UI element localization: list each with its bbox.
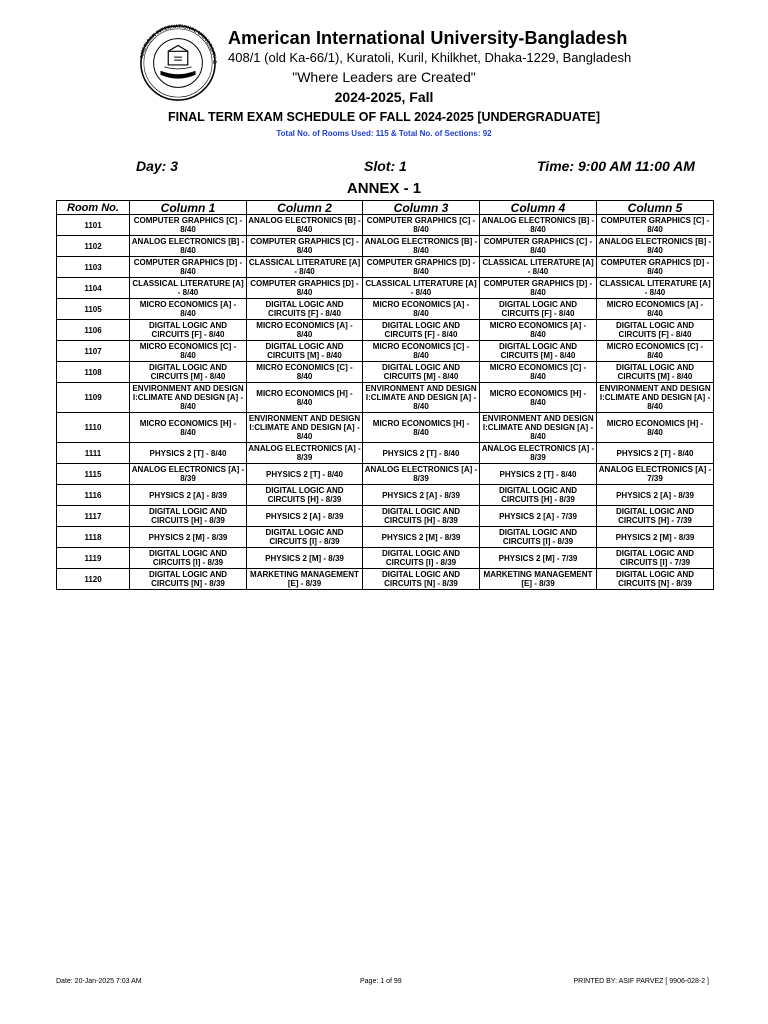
- exam-course-cell: MICRO ECONOMICS [A] - 8/40: [247, 320, 363, 341]
- room-number-cell: 1120: [57, 569, 130, 590]
- room-number-cell: 1118: [57, 527, 130, 548]
- exam-course-cell: ENVIRONMENT AND DESIGN I:CLIMATE AND DESIGN [A] - 8/40: [247, 413, 363, 443]
- exam-course-cell: COMPUTER GRAPHICS [C] - 8/40: [130, 215, 247, 236]
- exam-course-cell: PHYSICS 2 [T] - 8/40: [597, 443, 714, 464]
- exam-course-cell: DIGITAL LOGIC AND CIRCUITS [I] - 8/39: [247, 527, 363, 548]
- exam-course-cell: MICRO ECONOMICS [C] - 8/40: [597, 341, 714, 362]
- exam-course-cell: MICRO ECONOMICS [H] - 8/40: [597, 413, 714, 443]
- table-row: [57, 341, 714, 362]
- exam-course-cell: DIGITAL LOGIC AND CIRCUITS [F] - 8/40: [247, 299, 363, 320]
- exam-course-cell: MICRO ECONOMICS [C] - 8/40: [363, 341, 480, 362]
- room-number-cell: 1117: [57, 506, 130, 527]
- exam-course-cell: DIGITAL LOGIC AND CIRCUITS [F] - 8/40: [130, 320, 247, 341]
- exam-course-cell: DIGITAL LOGIC AND CIRCUITS [I] - 8/39: [130, 548, 247, 569]
- table-row: [57, 383, 714, 413]
- university-address: 408/1 (old Ka-66/1), Kuratoli, Kuril, Khilkhet, Dhaka-1229, Bangladesh: [228, 50, 632, 65]
- svg-text:AMERICAN INTERNATIONAL UNIVERS: AMERICAN INTERNATIONAL UNIVERSITY-B: [139, 24, 217, 65]
- exam-course-cell: PHYSICS 2 [M] - 8/39: [130, 527, 247, 548]
- room-no-header: Room No.: [57, 201, 130, 215]
- exam-schedule-table: [56, 200, 714, 590]
- exam-course-cell: ANALOG ELECTRONICS [B] - 8/40: [130, 236, 247, 257]
- exam-course-cell: PHYSICS 2 [T] - 8/40: [363, 443, 480, 464]
- room-number-cell: 1111: [57, 443, 130, 464]
- exam-course-cell: DIGITAL LOGIC AND CIRCUITS [F] - 8/40: [480, 299, 597, 320]
- exam-course-cell: DIGITAL LOGIC AND CIRCUITS [H] - 8/39: [363, 506, 480, 527]
- exam-course-cell: MICRO ECONOMICS [A] - 8/40: [363, 299, 480, 320]
- table-row: [57, 569, 714, 590]
- column-header: Column 3: [363, 201, 480, 215]
- exam-course-cell: COMPUTER GRAPHICS [D] - 8/40: [480, 278, 597, 299]
- exam-course-cell: DIGITAL LOGIC AND CIRCUITS [I] - 8/39: [480, 527, 597, 548]
- exam-course-cell: COMPUTER GRAPHICS [C] - 8/40: [363, 215, 480, 236]
- exam-course-cell: MICRO ECONOMICS [H] - 8/40: [130, 413, 247, 443]
- table-row: [57, 443, 714, 464]
- table-row: [57, 215, 714, 236]
- table-row: [57, 464, 714, 485]
- exam-course-cell: CLASSICAL LITERATURE [A] - 8/40: [363, 278, 480, 299]
- exam-course-cell: ANALOG ELECTRONICS [A] - 8/39: [130, 464, 247, 485]
- table-row: [57, 548, 714, 569]
- exam-course-cell: DIGITAL LOGIC AND CIRCUITS [N] - 8/39: [363, 569, 480, 590]
- exam-course-cell: MARKETING MANAGEMENT [E] - 8/39: [247, 569, 363, 590]
- exam-course-cell: MICRO ECONOMICS [H] - 8/40: [363, 413, 480, 443]
- room-number-cell: 1116: [57, 485, 130, 506]
- exam-course-cell: PHYSICS 2 [A] - 8/39: [597, 485, 714, 506]
- exam-course-cell: DIGITAL LOGIC AND CIRCUITS [N] - 8/39: [597, 569, 714, 590]
- exam-course-cell: PHYSICS 2 [A] - 7/39: [480, 506, 597, 527]
- exam-course-cell: COMPUTER GRAPHICS [D] - 8/40: [597, 257, 714, 278]
- exam-course-cell: DIGITAL LOGIC AND CIRCUITS [M] - 8/40: [247, 341, 363, 362]
- exam-course-cell: PHYSICS 2 [T] - 8/40: [247, 464, 363, 485]
- exam-course-cell: ANALOG ELECTRONICS [B] - 8/40: [248, 216, 361, 234]
- exam-course-cell: MICRO ECONOMICS [C] - 8/40: [247, 362, 363, 383]
- exam-course-cell: MICRO ECONOMICS [A] - 8/40: [597, 299, 714, 320]
- room-number-cell: 1109: [57, 383, 130, 413]
- exam-course-cell: DIGITAL LOGIC AND CIRCUITS [M] - 8/40: [130, 362, 247, 383]
- exam-course-cell: MICRO ECONOMICS [H] - 8/40: [480, 383, 597, 413]
- exam-course-cell: DIGITAL LOGIC AND CIRCUITS [I] - 7/39: [597, 548, 714, 569]
- column-header: Column 2: [247, 201, 363, 215]
- exam-course-cell: DIGITAL LOGIC AND CIRCUITS [N] - 8/39: [130, 569, 247, 590]
- table-row: [57, 362, 714, 383]
- exam-course-cell: DIGITAL LOGIC AND CIRCUITS [M] - 8/40: [363, 362, 480, 383]
- exam-course-cell: DIGITAL LOGIC AND CIRCUITS [H] - 8/39: [130, 506, 247, 527]
- table-row: [57, 320, 714, 341]
- room-number-cell: 1102: [57, 236, 130, 257]
- exam-time: Time: 9:00 AM 11:00 AM: [537, 158, 695, 174]
- exam-course-cell: PHYSICS 2 [A] - 8/39: [130, 485, 247, 506]
- room-number-cell: 1107: [57, 341, 130, 362]
- page-number: Page: 1 of 99: [360, 978, 402, 985]
- exam-course-cell: MARKETING MANAGEMENT [E] - 8/39: [480, 569, 597, 590]
- exam-course-cell: CLASSICAL LITERATURE [A] - 8/40: [247, 257, 363, 278]
- exam-course-cell: DIGITAL LOGIC AND CIRCUITS [F] - 8/40: [597, 320, 714, 341]
- academic-session: 2024-2025, Fall: [334, 89, 434, 105]
- exam-slot: Slot: 1: [364, 158, 407, 174]
- room-number-cell: 1105: [57, 299, 130, 320]
- exam-course-cell: ENVIRONMENT AND DESIGN I:CLIMATE AND DESIGN [A] - 8/40: [480, 413, 597, 443]
- printed-by: PRINTED BY: ASIF PARVEZ [ 9906-028-2 ]: [573, 978, 709, 985]
- exam-course-cell: ANALOG ELECTRONICS [B] - 8/40: [480, 215, 597, 236]
- column-header: Column 5: [597, 201, 714, 215]
- exam-course-cell: ANALOG ELECTRONICS [B] - 8/40: [363, 236, 480, 257]
- column-header: Column 1: [130, 201, 247, 215]
- rooms-sections-info: Total No. of Rooms Used: 115 & Total No. of Sections: 92: [276, 129, 492, 138]
- exam-course-cell: DIGITAL LOGIC AND CIRCUITS [I] - 8/39: [363, 548, 480, 569]
- university-name: American International University-Bangladesh: [228, 28, 628, 48]
- exam-course-cell: MICRO ECONOMICS [H] - 8/40: [247, 383, 363, 413]
- room-number-cell: 1108: [57, 362, 130, 383]
- schedule-title: FINAL TERM EXAM SCHEDULE OF FALL 2024-2025 [UNDERGRADUATE]: [168, 110, 600, 124]
- exam-course-cell: PHYSICS 2 [M] - 8/39: [363, 527, 480, 548]
- exam-course-cell: ANALOG ELECTRONICS [A] - 8/39: [363, 464, 480, 485]
- room-number-cell: 1115: [57, 464, 130, 485]
- exam-course-cell: PHYSICS 2 [M] - 7/39: [480, 548, 597, 569]
- room-number-cell: 1119: [57, 548, 130, 569]
- exam-course-cell: CLASSICAL LITERATURE [A] - 8/40: [480, 257, 597, 278]
- exam-course-cell: COMPUTER GRAPHICS [D] - 8/40: [247, 278, 363, 299]
- exam-course-cell: DIGITAL LOGIC AND CIRCUITS [H] - 8/39: [247, 485, 363, 506]
- exam-course-cell: PHYSICS 2 [M] - 8/39: [247, 548, 363, 569]
- exam-course-cell: ANALOG ELECTRONICS [A] - 7/39: [597, 464, 714, 485]
- print-date: Date: 20-Jan-2025 7:03 AM: [56, 978, 142, 985]
- exam-course-cell: COMPUTER GRAPHICS [C] - 8/40: [480, 236, 597, 257]
- exam-course-cell: PHYSICS 2 [A] - 8/39: [247, 506, 363, 527]
- exam-course-cell: PHYSICS 2 [M] - 8/39: [597, 527, 714, 548]
- exam-course-cell: DIGITAL LOGIC AND CIRCUITS [H] - 8/39: [480, 485, 597, 506]
- exam-course-cell: COMPUTER GRAPHICS [D] - 8/40: [130, 257, 247, 278]
- exam-course-cell: DIGITAL LOGIC AND CIRCUITS [M] - 8/40: [480, 341, 597, 362]
- table-row: [57, 257, 714, 278]
- exam-course-cell: ANALOG ELECTRONICS [A] - 8/39: [480, 443, 597, 464]
- table-header-row: [57, 201, 714, 215]
- annex-title: ANNEX - 1: [346, 180, 422, 197]
- exam-course-cell: MICRO ECONOMICS [A] - 8/40: [130, 299, 247, 320]
- exam-course-cell: PHYSICS 2 [A] - 8/39: [363, 485, 480, 506]
- room-number-cell: 1106: [57, 320, 130, 341]
- university-motto: "Where Leaders are Created": [292, 69, 476, 85]
- exam-course-cell: PHYSICS 2 [T] - 8/40: [130, 443, 247, 464]
- exam-course-cell: PHYSICS 2 [T] - 8/40: [480, 464, 597, 485]
- exam-course-cell: ENVIRONMENT AND DESIGN I:CLIMATE AND DESIGN [A] - 8/40: [363, 383, 480, 413]
- exam-course-cell: MICRO ECONOMICS [C] - 8/40: [130, 341, 247, 362]
- column-header: Column 4: [480, 201, 597, 215]
- room-number-cell: 1104: [57, 278, 130, 299]
- exam-course-cell: COMPUTER GRAPHICS [D] - 8/40: [363, 257, 480, 278]
- exam-course-cell: ANALOG ELECTRONICS [A] - 8/39: [248, 444, 361, 462]
- exam-course-cell: DIGITAL LOGIC AND CIRCUITS [H] - 7/39: [597, 506, 714, 527]
- exam-course-cell: MICRO ECONOMICS [A] - 8/40: [480, 320, 597, 341]
- table-row: [57, 299, 714, 320]
- exam-course-cell: ENVIRONMENT AND DESIGN I:CLIMATE AND DESIGN [A] - 8/40: [130, 383, 247, 413]
- room-number-cell: 1103: [57, 257, 130, 278]
- exam-course-cell: MICRO ECONOMICS [C] - 8/40: [480, 362, 597, 383]
- table-row: [57, 278, 714, 299]
- table-row: [57, 506, 714, 527]
- exam-course-cell: DIGITAL LOGIC AND CIRCUITS [M] - 8/40: [597, 362, 714, 383]
- table-row: [57, 485, 714, 506]
- exam-course-cell: CLASSICAL LITERATURE [A] - 8/40: [130, 278, 247, 299]
- table-row: [57, 413, 714, 443]
- exam-day: Day: 3: [136, 158, 179, 174]
- room-number-cell: 1101: [57, 215, 130, 236]
- exam-course-cell: DIGITAL LOGIC AND CIRCUITS [F] - 8/40: [363, 320, 480, 341]
- exam-course-cell: ANALOG ELECTRONICS [B] - 8/40: [597, 236, 714, 257]
- exam-course-cell: CLASSICAL LITERATURE [A] - 8/40: [597, 278, 714, 299]
- room-number-cell: 1110: [57, 413, 130, 443]
- exam-course-cell: COMPUTER GRAPHICS [C] - 8/40: [597, 215, 714, 236]
- exam-course-cell: COMPUTER GRAPHICS [C] - 8/40: [247, 236, 363, 257]
- table-row: [57, 527, 714, 548]
- exam-course-cell: ENVIRONMENT AND DESIGN I:CLIMATE AND DESIGN [A] - 8/40: [597, 383, 714, 413]
- table-row: [57, 236, 714, 257]
